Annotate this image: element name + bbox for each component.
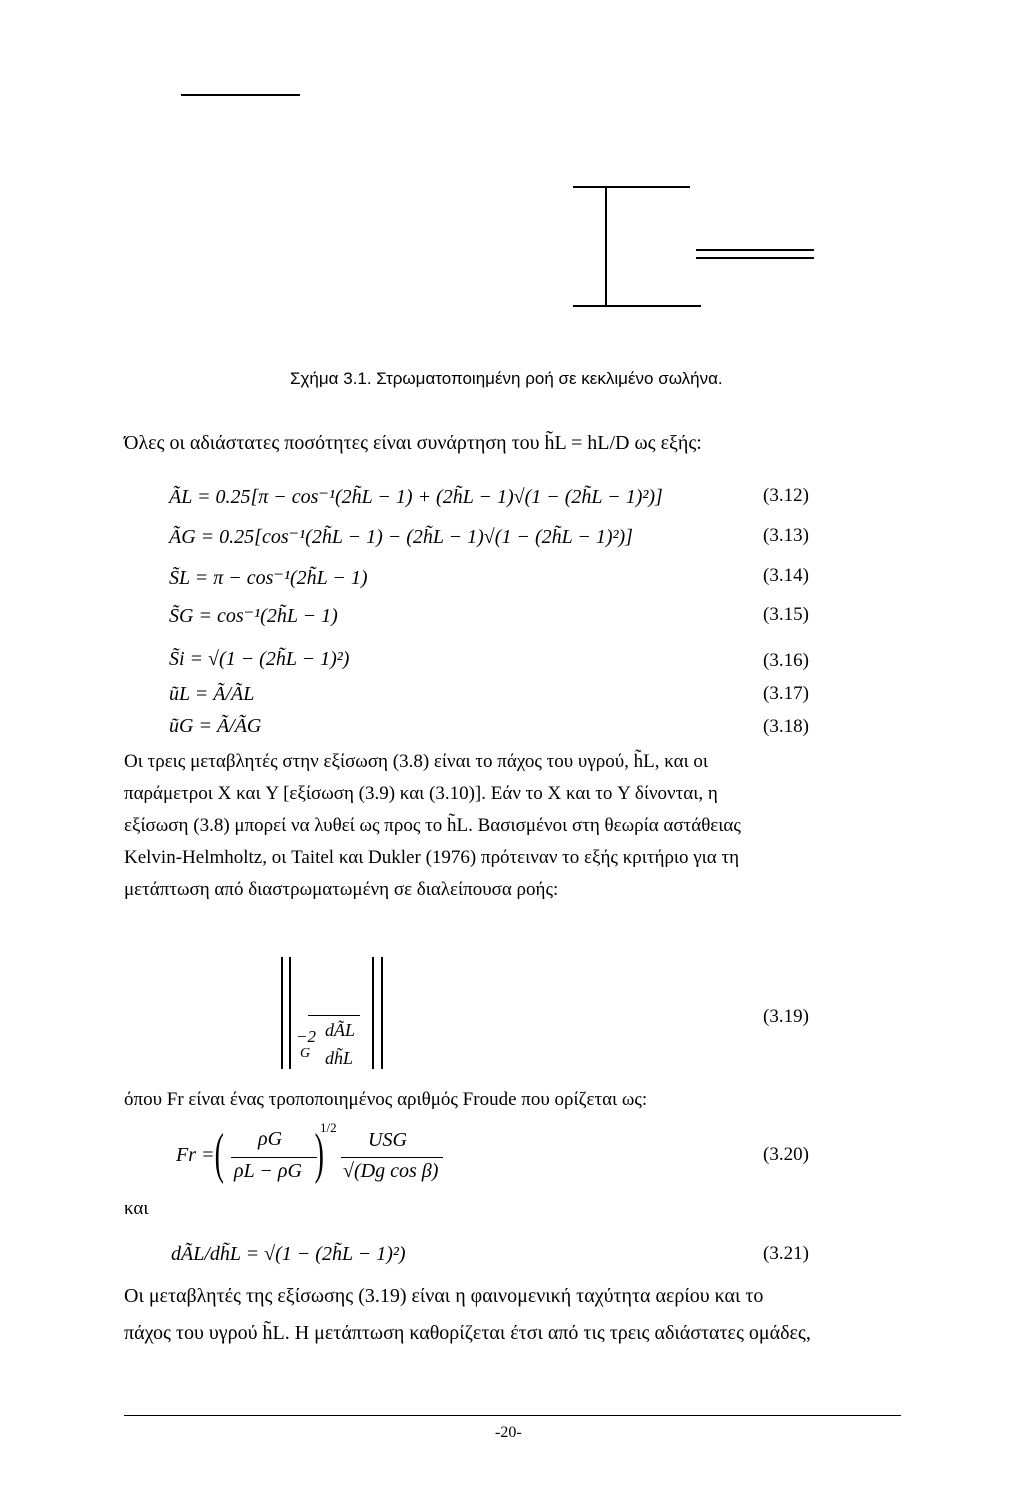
page-number: -20-: [495, 1424, 522, 1441]
figure-caption: Σχήμα 3.1. Στρωματοποιημένη ροή σε κεκλιμένο σωλήνα.: [290, 369, 723, 388]
figure-vertical-line: [605, 186, 607, 306]
equation-number: (3.15): [763, 604, 809, 625]
body-paragraph-2: [124, 1278, 900, 1352]
eq320-fraction2-denominator: √(Dg cos β): [343, 1160, 439, 1182]
body-paragraph-1: [124, 746, 900, 906]
equation-number: (3.18): [763, 716, 809, 737]
intro-text: Όλες οι αδιάστατες ποσότητες είναι συνάρτηση του h̃L = hL/D ως εξής:: [124, 432, 702, 454]
eq320-fraction2-bar: [341, 1157, 443, 1158]
eq319-inner-right-bar: [372, 957, 374, 1069]
eq319-denominator: dh̃L: [325, 1048, 354, 1068]
equation-number: (3.14): [763, 565, 809, 586]
eq319-outer-left-bar: [281, 957, 283, 1069]
equation-3-21: dÃL/dh̃L = √(1 − (2h̃L − 1)²): [171, 1243, 406, 1265]
eq320-lhs: Fr =: [176, 1144, 215, 1166]
eq320-left-paren: (: [214, 1123, 224, 1185]
equation-number: (3.16): [763, 650, 809, 671]
eq319-inner-left-bar: [289, 957, 291, 1069]
eq320-exponent: 1/2: [320, 1120, 337, 1135]
footer-rule: [124, 1415, 901, 1416]
where-text: όπου Fr είναι ένας τροποποιημένος αριθμός Froude που ορίζεται ως:: [124, 1089, 648, 1110]
equation-number: (3.17): [763, 683, 809, 704]
equation-3-12: ÃL = 0.25[π − cos⁻¹(2h̃L − 1) + (2h̃L − 1)√(1 − (2h̃L − 1)²)]: [169, 486, 663, 508]
and-text: και: [124, 1198, 149, 1219]
paragraph-line: πάχος του υγρού h̃L. Η μετάπτωση καθορίζεται έτσι από τις τρεις αδιάστατες ομάδες,: [124, 1322, 811, 1344]
figure-line-top-left: [181, 94, 300, 96]
eq319-g-symbol: G: [300, 1046, 311, 1061]
equation-number: (3.21): [763, 1243, 809, 1264]
equation-number: (3.20): [763, 1144, 809, 1165]
figure-line-top-right: [573, 186, 690, 188]
eq320-fraction1-numerator: ρG: [258, 1128, 283, 1150]
equation-3-13: ÃG = 0.25[cos⁻¹(2h̃L − 1) − (2h̃L − 1)√(1 − (2h̃L − 1)²)]: [169, 526, 633, 548]
figure-line-middle-2: [696, 257, 814, 259]
paragraph-line: μετάπτωση από διαστρωματωμένη σε διαλείπουσα ροής:: [124, 879, 559, 900]
eq320-fraction1-bar: [231, 1157, 317, 1158]
figure-line-middle-1: [696, 249, 814, 251]
equation-number: (3.19): [763, 1006, 809, 1027]
eq320-fraction2-numerator: USG: [368, 1129, 407, 1151]
paragraph-line: Kelvin-Helmholtz, οι Taitel και Dukler (1976) πρότειναν το εξής κριτήριο για τη: [124, 847, 740, 868]
equation-3-15: S̃G = cos⁻¹(2h̃L − 1): [169, 605, 338, 627]
paragraph-line: εξίσωση (3.8) μπορεί να λυθεί ως προς το h̃L. Βασισμένοι στη θεωρία αστάθειας: [124, 815, 741, 836]
paragraph-line: παράμετροι X και Y [εξίσωση (3.9) και (3.10)]. Εάν το X και το Y δίνονται, η: [124, 783, 718, 804]
eq319-overline: [308, 1015, 360, 1016]
equation-3-14: S̃L = π − cos⁻¹(2h̃L − 1): [169, 567, 368, 589]
eq319-outer-right-bar: [381, 957, 383, 1069]
equation-3-18: ũG = Ã/ÃG: [169, 715, 262, 737]
equation-3-17: ũL = Ã/ÃL: [169, 683, 255, 705]
equation-number: (3.13): [763, 525, 809, 546]
figure-line-bottom: [573, 305, 701, 307]
eq319-left-term: −2: [296, 1027, 316, 1046]
paragraph-line: Οι μεταβλητές της εξίσωσης (3.19) είναι η φαινομενική ταχύτητα αερίου και το: [124, 1285, 764, 1307]
eq319-numerator: dÃL: [325, 1020, 356, 1040]
paragraph-line: Οι τρεις μεταβλητές στην εξίσωση (3.8) είναι το πάχος του υγρού, h̃L, και οι: [124, 751, 709, 772]
eq320-fraction1-denominator: ρL − ρG: [234, 1160, 302, 1182]
equation-3-16: S̃i = √(1 − (2h̃L − 1)²): [169, 648, 350, 670]
eq320-right-paren: ): [314, 1123, 324, 1185]
equation-number: (3.12): [763, 485, 809, 506]
